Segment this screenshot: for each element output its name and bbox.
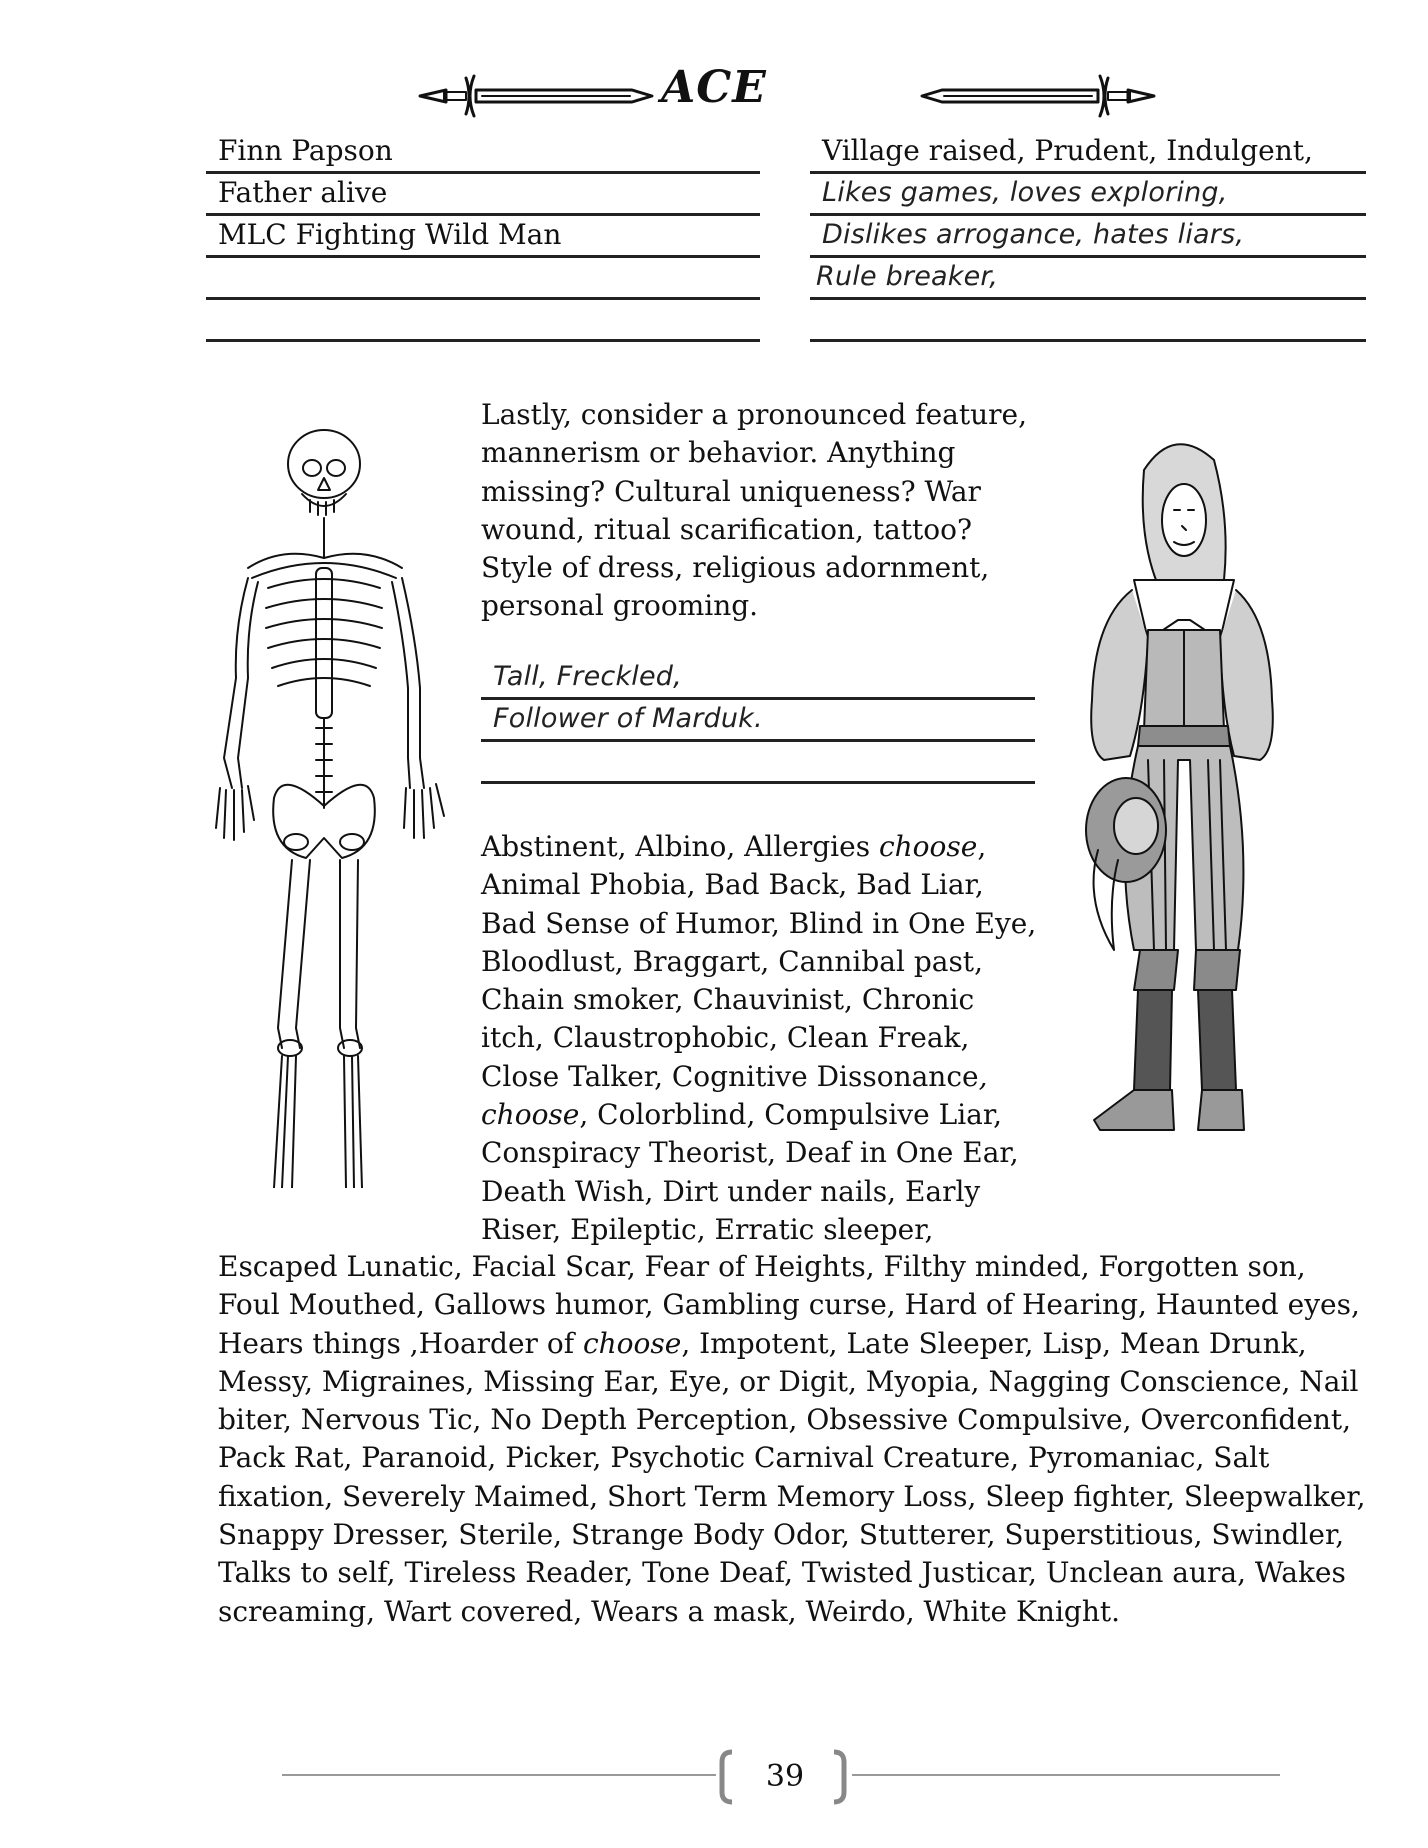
page-title: ACE	[661, 62, 767, 113]
footer-rule-right	[852, 1774, 1280, 1776]
feature-prompt: Lastly, consider a pronounced feature, mannerism or behavior. Anything missing? Cultural uniqueness? War wound, ritual scarification, tattoo? Style of dress, religious adornment, personal grooming.	[481, 398, 1027, 623]
family-field[interactable]: Father alive	[206, 174, 760, 216]
trait-text: Abstinent, Albino, Allergies	[481, 830, 879, 863]
character-fields-left	[206, 132, 760, 342]
skeleton-illustration	[212, 428, 452, 1188]
trait-text: , Impotent, Late Sleeper, Lisp, Mean Drunk, Messy, Migraines, Missing Ear, Eye, or Digit, Myopia, Nagging Conscience, Nail biter, Nervous Tic, No Depth Perception, Obsessive Compulsive, Overconfident, Pack Rat, Paranoid, Picker, Psychotic Carnival Creature, Pyromaniac, Salt fixation, Severely Maimed, Short Term Memory Loss, Sleep fighter, Sleepwalker, Snappy Dresser, Sterile, Strange Body Odor, Stutterer, Superstitious, Swindler, Talks to self, Tireless Reader, Tone Deaf, Twisted Justicar, Unclean aura, Wakes screaming, Wart covered, Wears a mask, Weirdo, White Knight.	[218, 1326, 1366, 1628]
blank-field[interactable]	[206, 258, 760, 300]
feature-line-1[interactable]: Tall, Freckled,	[481, 658, 1035, 700]
trait-italic-text: , choose	[481, 1059, 988, 1132]
character-name-field[interactable]: Finn Papson	[206, 132, 760, 174]
character-fields-right	[810, 132, 1366, 342]
upbringing-field[interactable]: Village raised, Prudent, Indulgent,	[810, 132, 1366, 174]
blank-field[interactable]	[206, 300, 760, 342]
right-sword-icon	[918, 64, 1158, 128]
trait-italic-text: choose	[878, 830, 978, 863]
traits-list-top	[481, 828, 1041, 1249]
feature-line-3[interactable]	[481, 742, 1035, 784]
class-field[interactable]: MLC Fighting Wild Man	[206, 216, 760, 258]
trait-text: Escaped Lunatic, Facial Scar, Fear of Heights, Filthy minded, Forgotten son, Foul Mouthed, Gallows humor, Gambling curse, Hard of Hearing, Haunted eyes, Hears things ,Hoarder of	[218, 1250, 1360, 1360]
dislikes-field[interactable]: Dislikes arrogance, hates liars,	[810, 216, 1366, 258]
traits-list-bottom	[218, 1248, 1368, 1631]
trait-italic-text: choose	[582, 1326, 682, 1360]
likes-field[interactable]: Likes games, loves exploring,	[810, 174, 1366, 216]
page-number: 39	[765, 1759, 805, 1794]
blank-field[interactable]	[810, 300, 1366, 342]
trait-text: , Animal Phobia, Bad Back, Bad Liar, Bad Sense of Humor, Blind in One Eye, Bloodlust, Braggart, Cannibal past, Chain smoker, Chauvinist, Chronic itch, Claustrophobic, Clean Freak, Close Talker, Cognitive Dissonance	[481, 830, 1037, 1093]
cavalier-illustration	[1074, 430, 1284, 1180]
traits-field[interactable]: Rule breaker,	[810, 258, 1366, 300]
features-fields	[481, 658, 1035, 784]
footer-rule-left	[282, 1774, 716, 1776]
trait-text: , Colorblind, Compulsive Liar, Conspiracy Theorist, Deaf in One Ear, Death Wish, Dirt under nails, Early Riser, Epileptic, Erratic sleeper,	[481, 1098, 1019, 1246]
feature-line-2[interactable]: Follower of Marduk.	[481, 700, 1035, 742]
